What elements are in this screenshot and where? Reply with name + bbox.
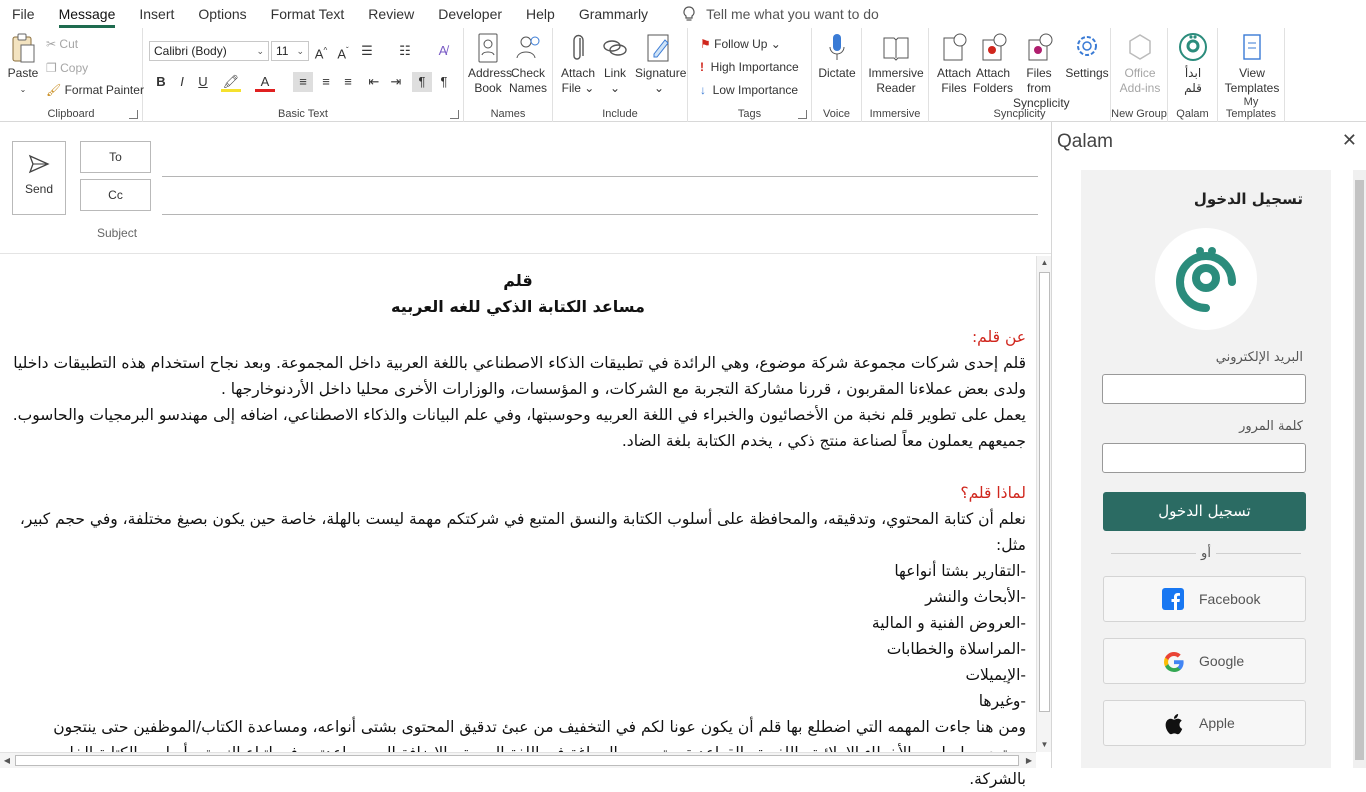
scrollbar-thumb[interactable] bbox=[1355, 180, 1364, 760]
follow-up-button[interactable]: ⚑ Follow Up ⌄ bbox=[700, 37, 781, 51]
italic-icon[interactable]: I bbox=[180, 74, 184, 89]
gear-icon bbox=[1074, 32, 1100, 64]
decrease-indent-icon[interactable]: ⇤ bbox=[368, 74, 380, 89]
subject-label: Subject bbox=[97, 226, 138, 240]
group-names bbox=[464, 28, 553, 122]
font-size-select[interactable]: 11 ⌄ bbox=[271, 41, 309, 61]
scroll-left-icon[interactable]: ◀ bbox=[3, 756, 11, 765]
grow-font-icon[interactable]: A^ bbox=[314, 46, 328, 62]
group-label: Names bbox=[490, 108, 526, 120]
group-label: Qalam bbox=[1176, 108, 1209, 120]
google-icon bbox=[1162, 650, 1186, 674]
message-body[interactable] bbox=[0, 256, 1036, 788]
send-icon bbox=[28, 154, 50, 174]
paste-button[interactable]: Paste ⌄ bbox=[6, 32, 40, 97]
align-right-icon[interactable]: ≡ bbox=[344, 74, 352, 89]
increase-indent-icon[interactable]: ⇥ bbox=[390, 74, 402, 89]
scrollbar-thumb[interactable] bbox=[1039, 272, 1050, 712]
paintbrush-icon: 🖌 bbox=[46, 83, 62, 97]
tab-grammarly[interactable]: Grammarly bbox=[578, 6, 649, 22]
email-label: البريد الإلكتروني bbox=[1215, 350, 1303, 365]
link-button[interactable]: Link ⌄ bbox=[599, 32, 631, 96]
apple-icon bbox=[1162, 712, 1184, 736]
link-icon bbox=[601, 32, 629, 64]
qalam-start-button[interactable]: ابدأ قلم bbox=[1172, 32, 1214, 96]
facebook-login-button[interactable]: Facebook bbox=[1103, 576, 1306, 622]
attach-file-button[interactable]: Attach File ⌄ bbox=[559, 32, 597, 96]
qalam-pane bbox=[1051, 122, 1366, 768]
attach-files-button[interactable]: Attach Files bbox=[935, 32, 973, 96]
pane-scrollbar[interactable] bbox=[1353, 170, 1366, 768]
group-include bbox=[553, 28, 688, 122]
pane-title: Qalam bbox=[1057, 131, 1113, 152]
copy-button[interactable]: ❐ Copy bbox=[46, 61, 89, 75]
email-field[interactable] bbox=[1102, 374, 1306, 404]
group-qalam bbox=[1168, 28, 1218, 122]
ribbon bbox=[0, 28, 1366, 122]
address-book-icon bbox=[476, 32, 500, 64]
cc-button[interactable]: Cc bbox=[80, 179, 151, 211]
attach-folders-button[interactable]: Attach Folders bbox=[973, 32, 1013, 96]
dialog-launcher-icon[interactable] bbox=[798, 110, 807, 119]
tab-file[interactable]: File bbox=[12, 6, 35, 22]
scrollbar-thumb[interactable] bbox=[15, 755, 1019, 766]
lightbulb-icon bbox=[680, 5, 698, 23]
group-immersive bbox=[862, 28, 929, 122]
flag-icon: ⚑ bbox=[700, 37, 711, 51]
underline-icon[interactable]: U bbox=[198, 74, 208, 89]
qalam-logo-icon bbox=[1178, 32, 1208, 64]
office-addins-icon bbox=[1126, 32, 1154, 64]
group-label: Immersive bbox=[869, 108, 921, 120]
list-item: -وغيرها bbox=[978, 692, 1026, 710]
check-names-icon bbox=[514, 32, 542, 64]
syncplicity-settings-button[interactable]: Settings bbox=[1065, 32, 1109, 81]
numbering-icon[interactable]: ☷ bbox=[399, 43, 411, 58]
ltr-direction-icon[interactable]: ¶ bbox=[412, 72, 432, 92]
list-item: -الأبحاث والنشر bbox=[925, 588, 1026, 606]
group-label: Clipboard bbox=[47, 108, 95, 120]
font-family-select[interactable]: Calibri (Body) ⌄ bbox=[149, 41, 269, 61]
high-importance-button[interactable]: ! High Importance bbox=[700, 60, 799, 74]
attach-files-icon bbox=[940, 32, 968, 64]
paste-icon bbox=[10, 32, 36, 64]
login-heading: تسجيل الدخول bbox=[1193, 190, 1303, 208]
office-addins-button[interactable]: Office Add-ins bbox=[1117, 32, 1163, 96]
dictate-button[interactable]: Dictate bbox=[816, 32, 858, 81]
group-new-group bbox=[1111, 28, 1168, 122]
group-label: Include bbox=[602, 108, 638, 120]
why-paragraph-1: نعلم أن كتابة المحتوي، وتدقيقه، والمحافظة على أسلوب الكتابة والنسق المتبع في شركتكم مهمة ليست بالهلة، خاصة حين يكون بصيغ مختلفة، وفي حجم كبير، مثل: bbox=[19, 510, 1026, 554]
qalam-logo bbox=[1155, 228, 1257, 330]
facebook-icon bbox=[1162, 588, 1184, 610]
shrink-font-icon[interactable]: $A^ˇ$ bbox=[337, 46, 349, 62]
body-title: قلم bbox=[503, 271, 533, 290]
exclamation-icon: ! bbox=[700, 60, 704, 74]
about-paragraph-2: يعمل على تطوير قلم نخبة من الأخصائيون والخبراء في اللغة العربيه وحوسبتها، وفي علم البيانات والذكاء الاصطناعي، اضافه إلى مهندسو البرمجيات والحاسوب. جميعهم يعملون معاً لصناعة منتج ذكي ، يخدم الكتابة بلغة الضاد. bbox=[12, 406, 1026, 450]
copy-icon: ❐ bbox=[46, 61, 57, 75]
scroll-right-icon[interactable]: ▶ bbox=[1025, 756, 1033, 765]
login-card bbox=[1081, 170, 1331, 768]
menu-bar bbox=[0, 0, 1366, 28]
align-center-icon[interactable]: ≡ bbox=[322, 74, 330, 89]
signature-icon bbox=[645, 32, 673, 64]
group-syncplicity bbox=[929, 28, 1111, 122]
tab-insert[interactable]: Insert bbox=[139, 6, 175, 22]
tab-message[interactable]: Message bbox=[47, 0, 128, 28]
tab-format-text[interactable]: Format Text bbox=[270, 6, 345, 22]
qalam-logo-icon bbox=[1155, 228, 1257, 330]
paperclip-icon bbox=[570, 32, 586, 64]
login-button[interactable]: تسجيل الدخول bbox=[1103, 492, 1306, 531]
group-label: Basic Text bbox=[278, 108, 328, 120]
apple-login-button[interactable]: Apple bbox=[1103, 700, 1306, 746]
signature-button[interactable]: Signature ⌄ bbox=[635, 32, 683, 96]
close-icon[interactable]: ✕ bbox=[1341, 130, 1357, 150]
group-voice bbox=[812, 28, 862, 122]
send-button[interactable]: Send bbox=[12, 141, 66, 215]
address-book-button[interactable]: Address Book bbox=[468, 32, 508, 96]
immersive-reader-button[interactable]: Immersive Reader bbox=[866, 32, 926, 96]
align-left-icon[interactable]: ≡ bbox=[293, 72, 313, 92]
scroll-up-icon[interactable]: ▲ bbox=[1040, 258, 1049, 267]
immersive-reader-icon bbox=[881, 32, 911, 64]
group-label: My Templates bbox=[1225, 96, 1277, 120]
bullets-icon[interactable]: ☰ bbox=[361, 43, 373, 58]
body-vertical-scrollbar[interactable] bbox=[1036, 256, 1051, 752]
tell-me-text: Tell me what you want to do bbox=[706, 6, 879, 22]
group-my-templates bbox=[1218, 28, 1285, 122]
group-label: Voice bbox=[823, 108, 850, 120]
scroll-down-icon[interactable]: ▼ bbox=[1040, 740, 1049, 749]
group-label: Syncplicity bbox=[993, 108, 1046, 120]
cut-button[interactable]: ✂ Cut bbox=[46, 37, 79, 51]
group-label: New Group bbox=[1111, 108, 1167, 120]
files-from-syncplicity-button[interactable]: Files from Syncplicity bbox=[1013, 32, 1065, 111]
why-paragraph-2: ومن هنا جاءت المهمه التي اضطلع بها قلم أن يكون عونا لكم في التخفيف من عبئ تدقيق المحتوى بشتى أنواعه، ومساعدة الكتاب/الموظفين حتى ينتجون بالشركة. bbox=[53, 718, 1026, 788]
to-button[interactable]: To bbox=[80, 141, 151, 173]
rtl-direction-icon[interactable]: ¶ bbox=[440, 74, 448, 89]
password-label: كلمة المرور bbox=[1239, 419, 1303, 434]
tab-review[interactable]: Review bbox=[368, 6, 415, 22]
compose-header bbox=[0, 122, 1051, 254]
group-tags bbox=[688, 28, 812, 122]
microphone-icon bbox=[827, 32, 847, 64]
format-painter-button[interactable]: 🖌 Format Painter bbox=[46, 83, 144, 97]
why-heading: لماذا قلم؟ bbox=[960, 484, 1026, 502]
down-arrow-icon: ↓ bbox=[700, 83, 706, 97]
low-importance-button[interactable]: ↓ Low Importance bbox=[700, 83, 799, 97]
group-label: Tags bbox=[737, 108, 762, 120]
templates-icon bbox=[1240, 32, 1264, 64]
list-item: -التقارير بشتا أنواعها bbox=[894, 562, 1026, 580]
view-templates-button[interactable]: View Templates bbox=[1222, 32, 1282, 96]
password-field[interactable] bbox=[1102, 443, 1306, 473]
body-horizontal-scrollbar[interactable] bbox=[0, 752, 1036, 768]
clear-formatting-icon[interactable]: A̸ bbox=[438, 43, 448, 58]
about-paragraph-1: قلم إحدى شركات مجموعة شركة موضوع، وهي الرائدة في تطبيقات الذكاء الاصطناعي باللغة العربية داخل المجموعة. وبعد نجاح استخدام هذه التطبيقات داخليا ولدى بعض عملاءنا المقربون ، قررنا مشاركة التجربة مع الشركات، و المؤسسات، والوزارات الأخرى محليا داخل الأردنوخارجها . bbox=[13, 354, 1026, 398]
check-names-button[interactable]: Check Names bbox=[508, 32, 548, 96]
list-item: -الإيميلات bbox=[965, 666, 1026, 684]
tab-developer[interactable]: Developer bbox=[438, 6, 503, 22]
about-heading: عن قلم: bbox=[971, 328, 1026, 346]
syncplicity-files-icon bbox=[1025, 32, 1053, 64]
scissors-icon: ✂ bbox=[46, 37, 57, 51]
bold-icon[interactable]: B bbox=[156, 74, 166, 89]
group-clipboard bbox=[0, 28, 143, 122]
tab-help[interactable]: Help bbox=[526, 6, 555, 22]
dialog-launcher-icon[interactable] bbox=[450, 110, 459, 119]
cc-input[interactable] bbox=[162, 214, 1038, 215]
google-login-button[interactable]: Google bbox=[1103, 638, 1306, 684]
attach-folders-icon bbox=[979, 32, 1007, 64]
list-item: -المراسلاة والخطابات bbox=[886, 640, 1026, 658]
list-item: -العروض الفنية و المالية bbox=[871, 614, 1026, 632]
dialog-launcher-icon[interactable] bbox=[129, 110, 138, 119]
or-text: أو bbox=[1196, 545, 1216, 561]
tell-me-search[interactable] bbox=[680, 5, 879, 23]
to-input[interactable] bbox=[162, 176, 1038, 177]
tab-options[interactable]: Options bbox=[198, 6, 247, 22]
group-basic-text bbox=[143, 28, 464, 122]
font-color-icon[interactable]: A bbox=[255, 72, 275, 92]
highlight-icon[interactable]: 🖍 bbox=[221, 72, 241, 92]
body-subtitle: مساعد الكتابة الذكي للغه العربيه bbox=[391, 297, 645, 316]
